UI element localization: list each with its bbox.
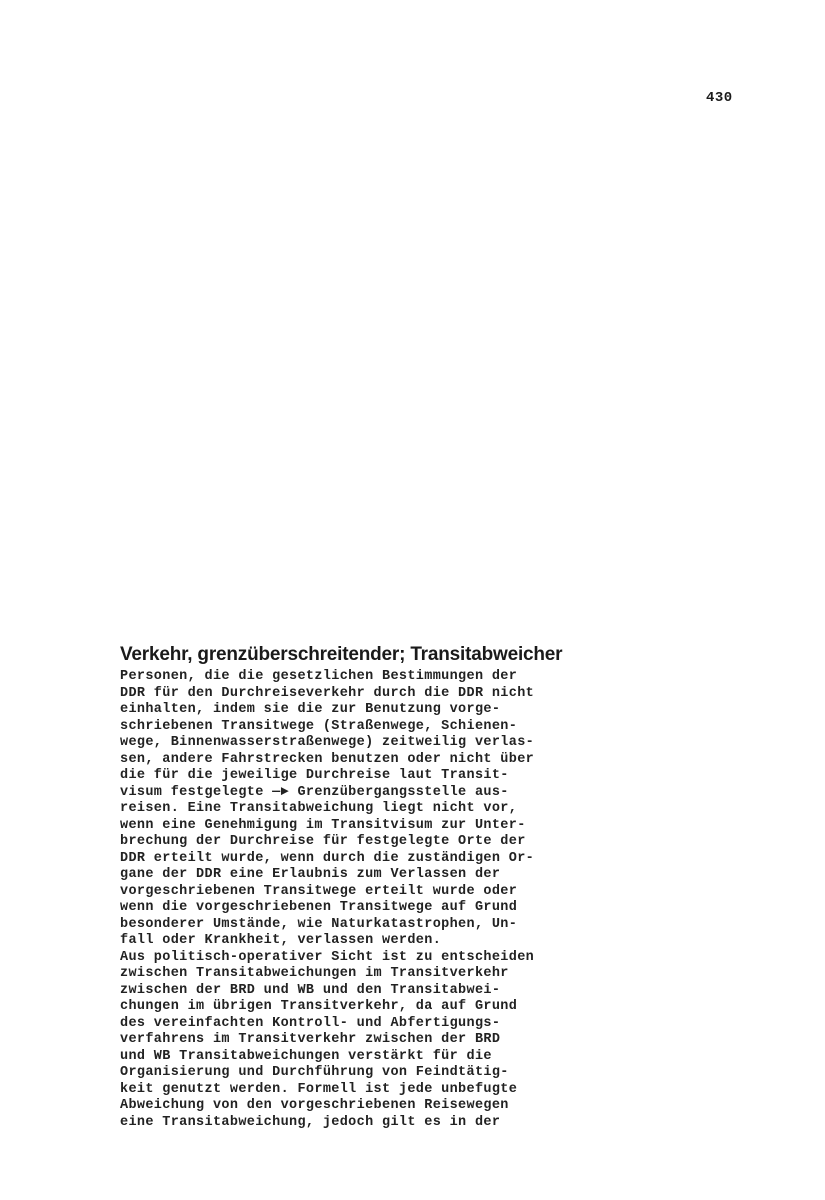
body-line: keit genutzt werden. Formell ist jede unbefugte — [120, 1081, 518, 1097]
body-line: schriebenen Transitwege (Straßenwege, Schienen- — [120, 718, 518, 734]
body-line: Personen, die die gesetzlichen Bestimmungen der — [120, 669, 518, 684]
body-line: sen, andere Fahrstrecken benutzen oder nicht über — [120, 751, 535, 767]
entry-title: Verkehr, grenzüberschreitender; Transitabweicher — [120, 644, 563, 665]
entry-body — [120, 669, 534, 1131]
body-line: wenn eine Genehmigung im Transitvisum zur Unter- — [120, 817, 526, 833]
body-line: chungen im übrigen Transitverkehr, da auf Grund — [120, 999, 518, 1014]
body-line: verfahrens im Transitverkehr zwischen der BRD — [120, 1032, 501, 1047]
body-line: einhalten, indem sie die zur Benutzung vorge- — [120, 702, 501, 717]
body-line: und WB Transitabweichungen verstärkt für die — [120, 1048, 492, 1064]
body-line: wenn die vorgeschriebenen Transitwege auf Grund — [120, 900, 518, 915]
body-line: DDR für den Durchreiseverkehr durch die DDR nicht — [120, 685, 535, 701]
page-number: 430 — [706, 90, 733, 106]
body-line: visum festgelegte —► Grenzübergangsstelle aus- — [120, 784, 509, 800]
body-line: Aus politisch-operativer Sicht ist zu entscheiden — [120, 949, 535, 965]
body-line: DDR erteilt wurde, wenn durch die zuständigen Or- — [120, 850, 535, 866]
body-line: eine Transitabweichung, jedoch gilt es in der — [120, 1114, 501, 1130]
body-line: des vereinfachten Kontroll- und Abfertigungs- — [120, 1015, 501, 1031]
body-line: zwischen Transitabweichungen im Transitverkehr — [120, 966, 509, 981]
body-line: Organisierung und Durchführung von Feindtätig- — [120, 1065, 509, 1080]
body-line: besonderer Umstände, wie Naturkatastrophen, Un- — [120, 916, 518, 932]
body-line: zwischen der BRD und WB und den Transitabwei- — [120, 982, 501, 998]
body-line: vorgeschriebenen Transitwege erteilt wurde oder — [120, 883, 518, 899]
body-line: wege, Binnenwasserstraßenwege) zeitweilig verlas- — [120, 735, 535, 750]
body-line: gane der DDR eine Erlaubnis zum Verlassen der — [120, 867, 501, 882]
body-line: brechung der Durchreise für festgelegte Orte der — [120, 834, 526, 849]
body-line: fall oder Krankheit, verlassen werden. — [120, 933, 442, 948]
body-line: reisen. Eine Transitabweichung liegt nicht vor, — [120, 801, 518, 816]
body-line: Abweichung von den vorgeschriebenen Reisewegen — [120, 1098, 509, 1113]
body-line: die für die jeweilige Durchreise laut Transit- — [120, 768, 509, 783]
